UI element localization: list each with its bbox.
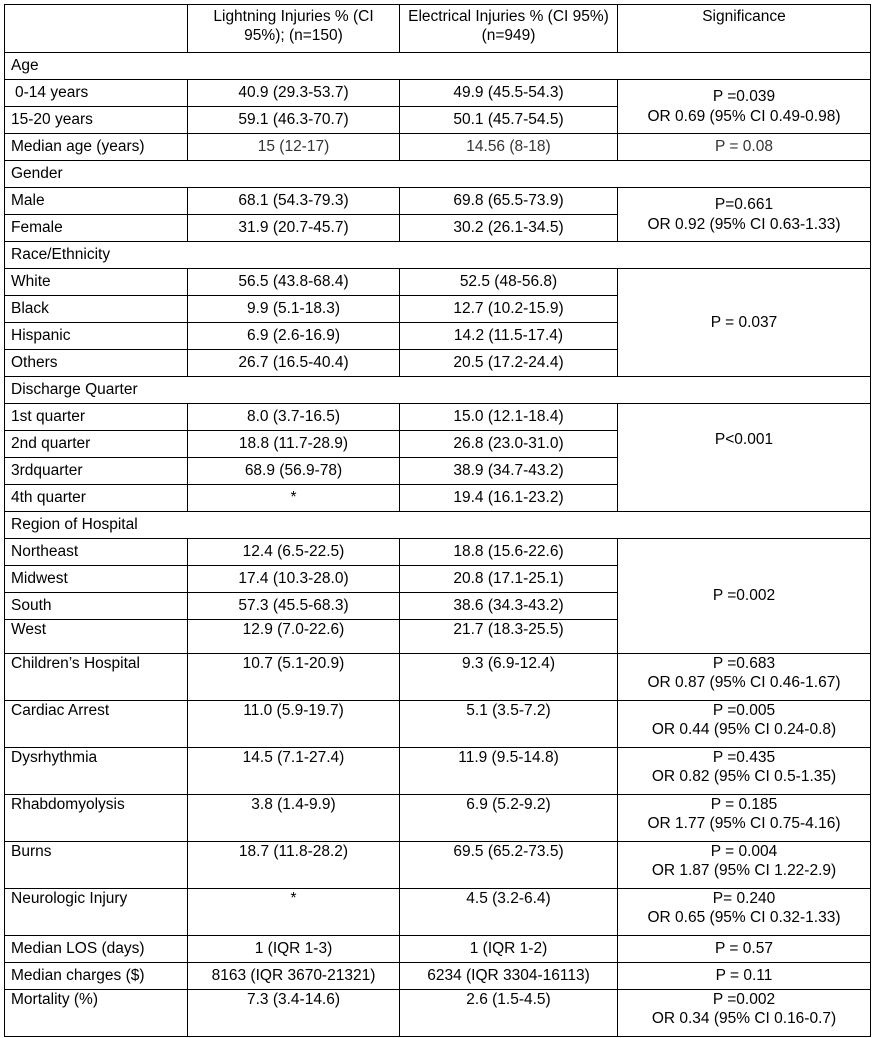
lightning-value: 7.3 (3.4-14.6) (188, 990, 400, 1037)
lightning-value: 56.5 (43.8-68.4) (188, 269, 400, 296)
row-label: West (5, 620, 188, 654)
row-label: Median charges ($) (5, 963, 188, 990)
odds-ratio: OR 0.65 (95% CI 0.32-1.33) (647, 909, 841, 927)
table-row (5, 990, 871, 1037)
significance-cell (618, 701, 871, 748)
electrical-value: 5.1 (3.5-7.2) (400, 701, 618, 748)
electrical-value: 15.0 (12.1-18.4) (400, 404, 618, 431)
table-row (5, 701, 871, 748)
p-value: P = 0.185 (710, 796, 778, 813)
significance-cell (618, 748, 871, 795)
row-label: Mortality (%) (5, 990, 188, 1037)
row-label: Northeast (5, 539, 188, 566)
significance-cell (618, 188, 871, 242)
table-row (5, 963, 871, 990)
section-label-age: Age (5, 53, 871, 80)
section-row-discharge (5, 377, 871, 404)
electrical-value: 11.9 (9.5-14.8) (400, 748, 618, 795)
odds-ratio: OR 1.87 (95% CI 1.22-2.9) (651, 862, 837, 880)
p-value: P =0.039 (712, 88, 776, 106)
electrical-value: 19.4 (16.1-23.2) (400, 485, 618, 512)
results-table (4, 4, 871, 1037)
lightning-value: 11.0 (5.9-19.7) (188, 701, 400, 748)
table-row (5, 936, 871, 963)
odds-ratio: OR 1.77 (95% CI 0.75-4.16) (647, 815, 841, 833)
odds-ratio: OR 0.44 (95% CI 0.24-0.8) (651, 721, 837, 739)
lightning-value: 18.7 (11.8-28.2) (188, 842, 400, 889)
table-row (5, 654, 871, 701)
table-row (5, 539, 871, 566)
electrical-value: 21.7 (18.3-25.5) (400, 620, 618, 654)
odds-ratio: OR 0.34 (95% CI 0.16-0.7) (651, 1010, 837, 1028)
odds-ratio: OR 0.92 (95% CI 0.63-1.33) (647, 215, 841, 233)
section-label-region: Region of Hospital (5, 512, 871, 539)
p-value: P = 0.08 (618, 134, 871, 161)
lightning-value: 15 (12-17) (188, 134, 400, 161)
header-cell-significance: Significance (618, 5, 871, 53)
header-cell-lightning: Lightning Injuries % (CI 95%); (n=150) (188, 5, 400, 53)
electrical-value: 18.8 (15.6-22.6) (400, 539, 618, 566)
p-value: P =0.683 (712, 655, 776, 672)
p-value: P =0.002 (712, 991, 776, 1008)
lightning-value: * (188, 889, 400, 936)
electrical-value: 69.8 (65.5-73.9) (400, 188, 618, 215)
section-label-discharge: Discharge Quarter (5, 377, 871, 404)
electrical-value: 1 (IQR 1-2) (400, 936, 618, 963)
p-value: P=0.661 (714, 196, 774, 214)
significance-cell (618, 80, 871, 134)
header-cell-electrical: Electrical Injuries % (CI 95%) (n=949) (400, 5, 618, 53)
electrical-value: 12.7 (10.2-15.9) (400, 296, 618, 323)
row-label: Male (5, 188, 188, 215)
section-label-gender: Gender (5, 161, 871, 188)
lightning-value: 8163 (IQR 3670-21321) (188, 963, 400, 990)
p-value: P =0.435 (712, 749, 776, 766)
significance-cell (618, 842, 871, 889)
electrical-value: 20.8 (17.1-25.1) (400, 566, 618, 593)
row-label: Hispanic (5, 323, 188, 350)
row-label: Children’s Hospital (5, 654, 188, 701)
section-row-race (5, 242, 871, 269)
row-label: 15-20 years (5, 107, 188, 134)
lightning-value: 6.9 (2.6-16.9) (188, 323, 400, 350)
lightning-value: 12.9 (7.0-22.6) (188, 620, 400, 654)
p-value: P = 0.037 (618, 269, 871, 377)
electrical-value: 30.2 (26.1-34.5) (400, 215, 618, 242)
row-label: White (5, 269, 188, 296)
row-label: 3rdquarter (5, 458, 188, 485)
row-label: Black (5, 296, 188, 323)
lightning-value: 12.4 (6.5-22.5) (188, 539, 400, 566)
row-label: Cardiac Arrest (5, 701, 188, 748)
p-value: P = 0.004 (710, 843, 778, 860)
lightning-value: 3.8 (1.4-9.9) (188, 795, 400, 842)
electrical-value: 50.1 (45.7-54.5) (400, 107, 618, 134)
lightning-value: 31.9 (20.7-45.7) (188, 215, 400, 242)
table-row (5, 748, 871, 795)
lightning-value: 26.7 (16.5-40.4) (188, 350, 400, 377)
row-label: Dysrhythmia (5, 748, 188, 795)
significance-cell (618, 654, 871, 701)
table-row (5, 134, 871, 161)
lightning-value: 17.4 (10.3-28.0) (188, 566, 400, 593)
row-label: Burns (5, 842, 188, 889)
electrical-value: 4.5 (3.2-6.4) (400, 889, 618, 936)
table-row (5, 269, 871, 296)
header-row (5, 5, 871, 53)
electrical-value: 14.56 (8-18) (400, 134, 618, 161)
electrical-value: 38.6 (34.3-43.2) (400, 593, 618, 620)
lightning-value: 1 (IQR 1-3) (188, 936, 400, 963)
row-label: 2nd quarter (5, 431, 188, 458)
electrical-value: 2.6 (1.5-4.5) (400, 990, 618, 1037)
row-label: Rhabdomyolysis (5, 795, 188, 842)
table-row (5, 842, 871, 889)
odds-ratio: OR 0.82 (95% CI 0.5-1.35) (651, 768, 837, 786)
section-row-age (5, 53, 871, 80)
electrical-value: 49.9 (45.5-54.3) (400, 80, 618, 107)
lightning-value: 59.1 (46.3-70.7) (188, 107, 400, 134)
table-row (5, 188, 871, 215)
lightning-value: * (188, 485, 400, 512)
row-label: Median age (years) (5, 134, 188, 161)
electrical-value: 6234 (IQR 3304-16113) (400, 963, 618, 990)
electrical-value: 38.9 (34.7-43.2) (400, 458, 618, 485)
table-row (5, 889, 871, 936)
significance-cell (618, 990, 871, 1037)
lightning-value: 8.0 (3.7-16.5) (188, 404, 400, 431)
section-label-race: Race/Ethnicity (5, 242, 871, 269)
section-row-gender (5, 161, 871, 188)
electrical-value: 26.8 (23.0-31.0) (400, 431, 618, 458)
lightning-value: 14.5 (7.1-27.4) (188, 748, 400, 795)
lightning-value: 68.9 (56.9-78) (188, 458, 400, 485)
electrical-value: 52.5 (48-56.8) (400, 269, 618, 296)
row-label: 4th quarter (5, 485, 188, 512)
lightning-value: 10.7 (5.1-20.9) (188, 654, 400, 701)
table-row (5, 404, 871, 431)
lightning-value: 68.1 (54.3-79.3) (188, 188, 400, 215)
header-cell-empty (5, 5, 188, 53)
electrical-value: 14.2 (11.5-17.4) (400, 323, 618, 350)
electrical-value: 9.3 (6.9-12.4) (400, 654, 618, 701)
significance-cell (618, 795, 871, 842)
row-label: Neurologic Injury (5, 889, 188, 936)
lightning-value: 40.9 (29.3-53.7) (188, 80, 400, 107)
p-value: P<0.001 (618, 404, 871, 512)
p-value: P =0.005 (712, 702, 776, 719)
odds-ratio: OR 0.87 (95% CI 0.46-1.67) (647, 674, 841, 692)
p-value: P =0.002 (618, 539, 871, 654)
table-container (4, 4, 871, 1037)
p-value: P= 0.240 (712, 890, 776, 907)
table-row (5, 80, 871, 107)
p-value: P = 0.11 (618, 963, 871, 990)
row-label: Midwest (5, 566, 188, 593)
row-label: Others (5, 350, 188, 377)
electrical-value: 69.5 (65.2-73.5) (400, 842, 618, 889)
row-label: Female (5, 215, 188, 242)
row-label: Median LOS (days) (5, 936, 188, 963)
lightning-value: 9.9 (5.1-18.3) (188, 296, 400, 323)
table-row (5, 795, 871, 842)
row-label: 1st quarter (5, 404, 188, 431)
electrical-value: 6.9 (5.2-9.2) (400, 795, 618, 842)
p-value: P = 0.57 (618, 936, 871, 963)
section-row-region (5, 512, 871, 539)
lightning-value: 57.3 (45.5-68.3) (188, 593, 400, 620)
row-label: South (5, 593, 188, 620)
electrical-value: 20.5 (17.2-24.4) (400, 350, 618, 377)
lightning-value: 18.8 (11.7-28.9) (188, 431, 400, 458)
significance-cell (618, 889, 871, 936)
odds-ratio: OR 0.69 (95% CI 0.49-0.98) (647, 107, 841, 125)
row-label: 0-14 years (5, 80, 188, 107)
